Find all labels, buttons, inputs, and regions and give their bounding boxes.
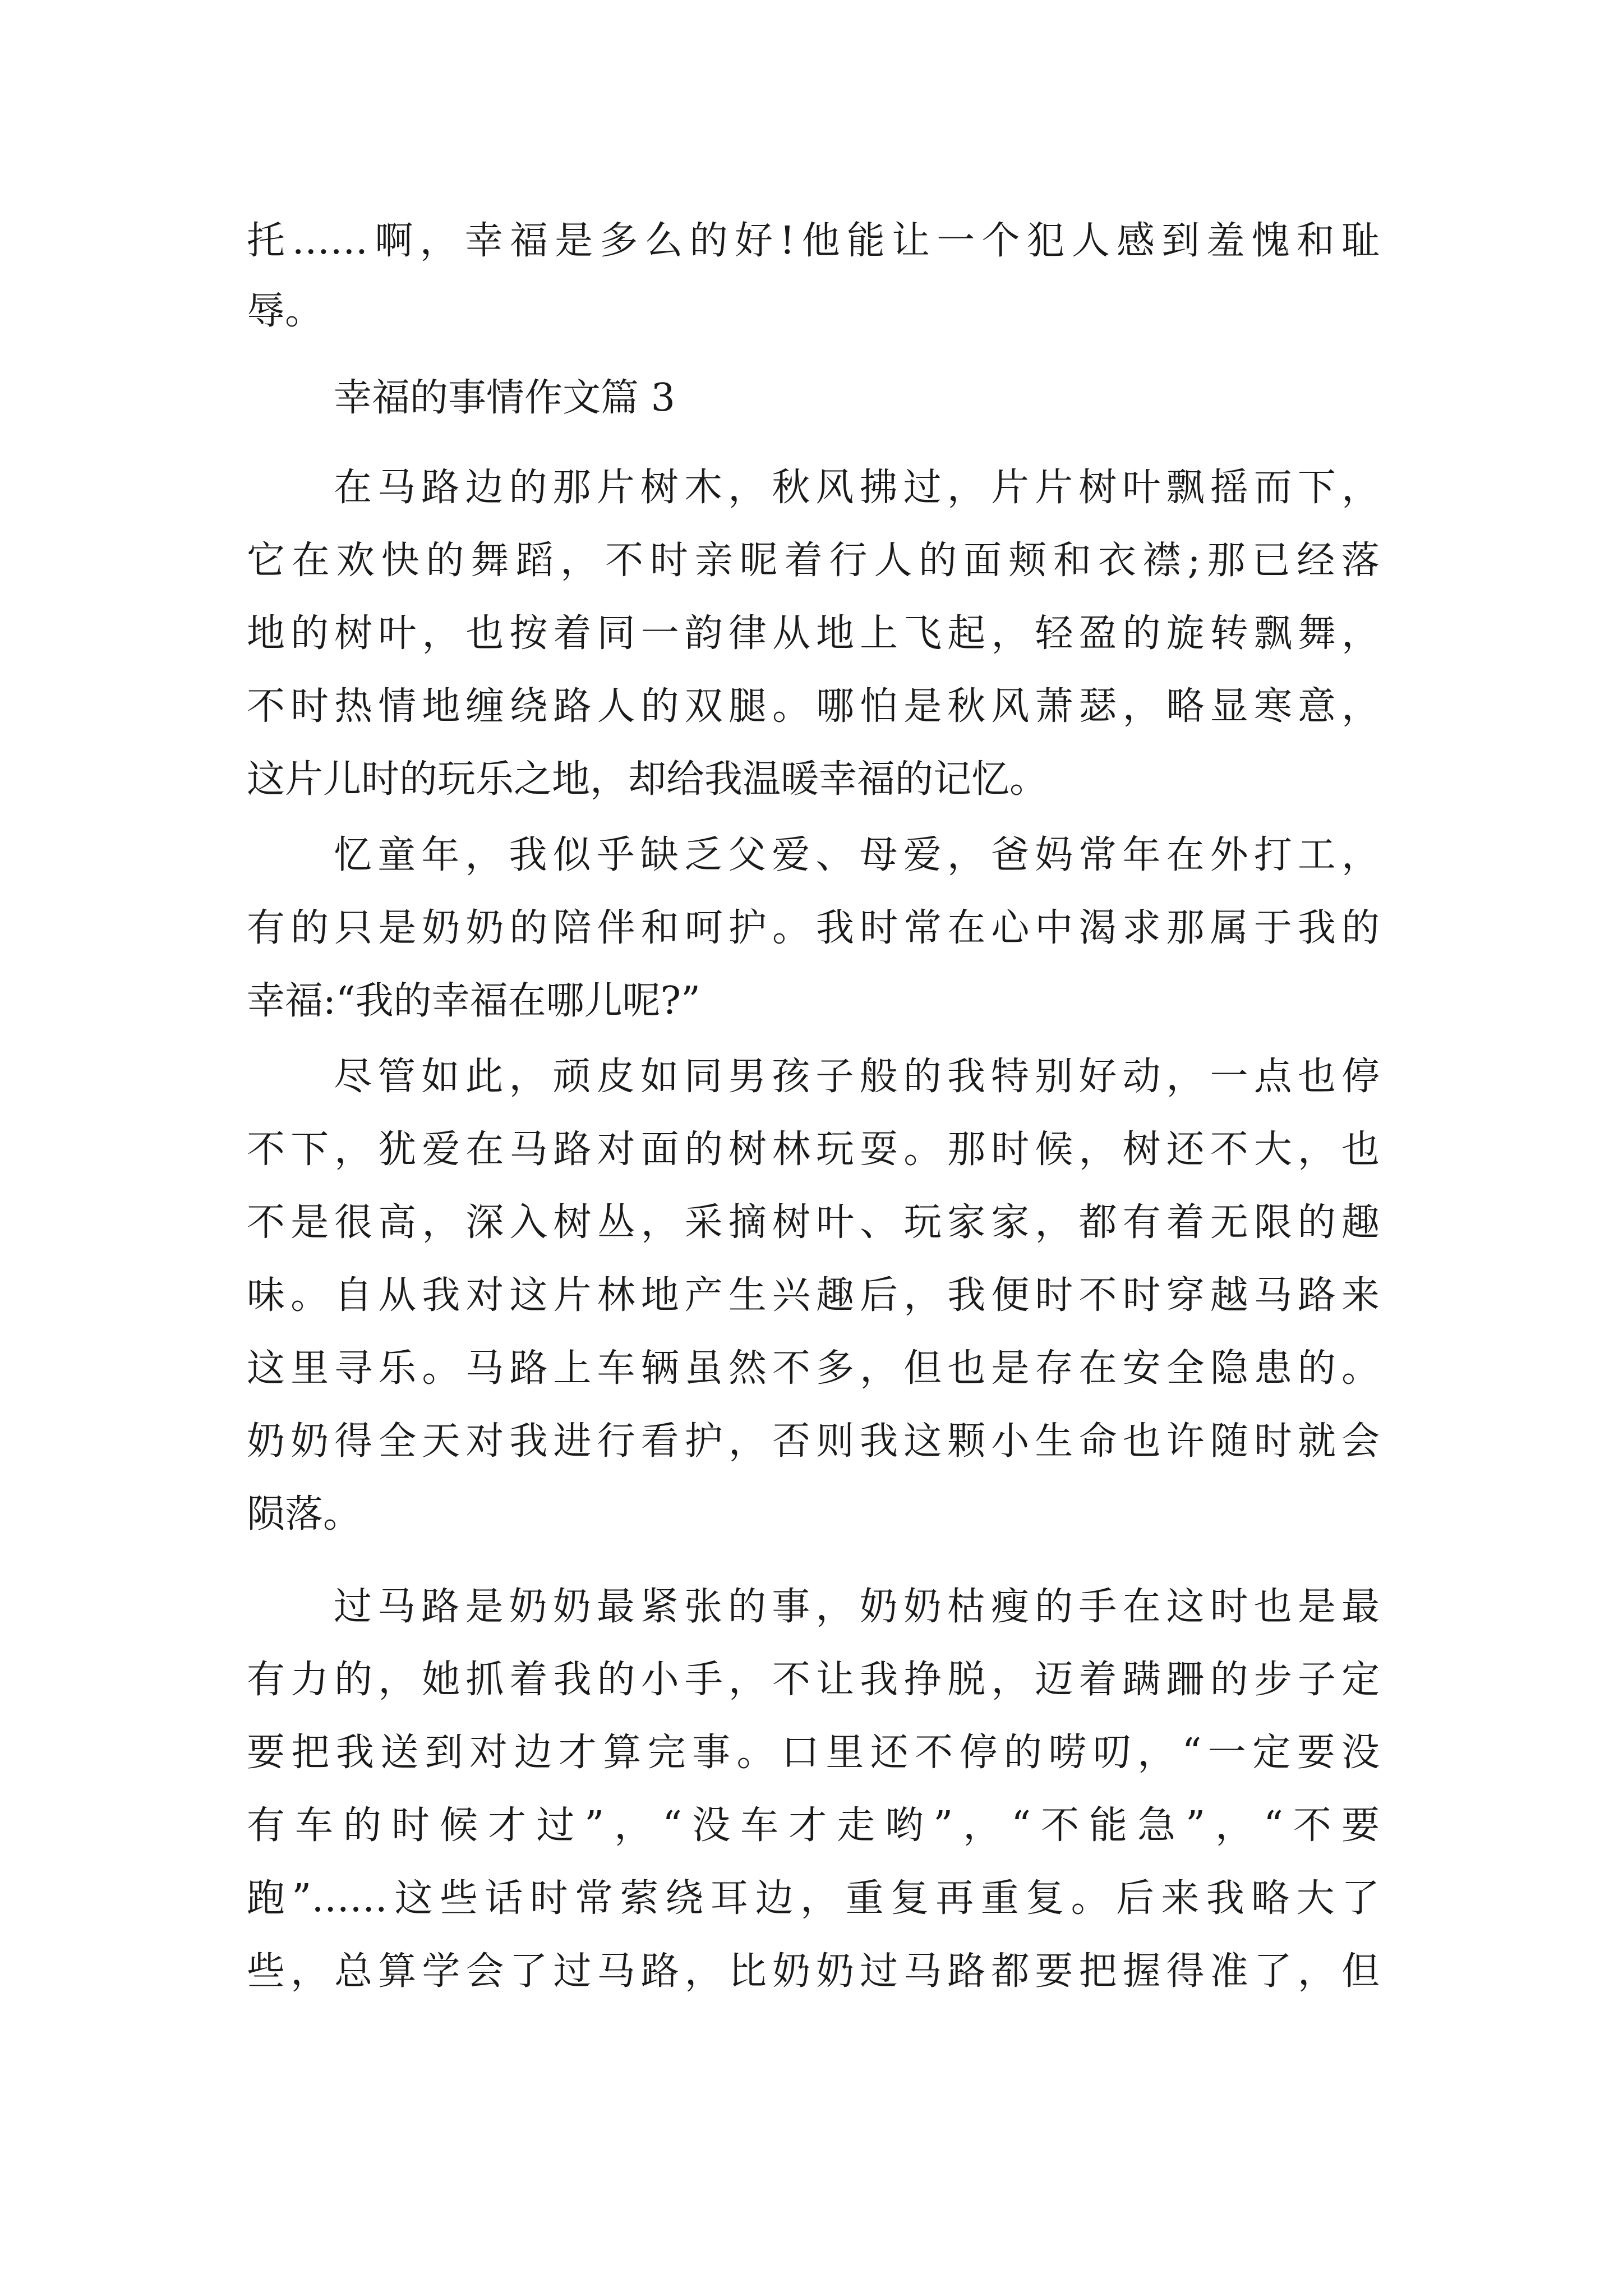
text-line: 不时热情地缠绕路人的双腿。哪怕是秋风萧瑟，略显寒意，: [247, 684, 1380, 729]
text-line: 它在欢快的舞蹈，不时亲昵着行人的面颊和衣襟;那已经落: [247, 539, 1380, 583]
text-line: 这里寻乐。马路上车辆虽然不多，但也是存在安全隐患的。: [247, 1346, 1380, 1391]
text-line: 要把我送到对边才算完事。口里还不停的唠叨，“一定要没: [247, 1731, 1380, 1775]
text-line: 幸福:“我的幸福在哪儿呢?”: [247, 979, 700, 1023]
text-line: 过马路是奶奶最紧张的事，奶奶枯瘦的手在这时也是最: [334, 1585, 1380, 1629]
text-line: 辱。: [247, 289, 324, 333]
text-line: 托……啊，幸福是多么的好!他能让一个犯人感到羞愧和耻: [247, 219, 1380, 263]
text-line: 这片儿时的玩乐之地，却给我温暖幸福的记忆。: [247, 757, 1048, 802]
text-line: 忆童年，我似乎缺乏父爱、母爱，爸妈常年在外打工，: [334, 833, 1380, 877]
text-line: 有车的时候才过”，“没车才走哟”，“不能急”，“不要: [247, 1803, 1380, 1848]
text-line: 在马路边的那片树木，秋风拂过，片片树叶飘摇而下，: [334, 466, 1380, 510]
text-line: 些，总算学会了过马路，比奶奶过马路都要把握得准了，但: [247, 1949, 1380, 1994]
text-line: 有力的，她抓着我的小手，不让我挣脱，迈着蹒跚的步子定: [247, 1658, 1380, 1702]
text-line: 不是很高，深入树丛，采摘树叶、玩家家，都有着无限的趣: [247, 1200, 1380, 1245]
text-line: 味。自从我对这片林地产生兴趣后，我便时不时穿越马路来: [247, 1273, 1380, 1318]
text-line: 陨落。: [247, 1492, 362, 1536]
text-line: 不下，犹爱在马路对面的树林玩耍。那时候，树还不大，也: [247, 1128, 1380, 1172]
text-line: 奶奶得全天对我进行看护，否则我这颗小生命也许随时就会: [247, 1419, 1380, 1464]
text-line: 有的只是奶奶的陪伴和呵护。我时常在心中渴求那属于我的: [247, 906, 1380, 950]
text-line: 尽管如此，顽皮如同男孩子般的我特别好动，一点也停: [334, 1055, 1380, 1099]
text-line: 地的树叶，也按着同一韵律从地上飞起，轻盈的旋转飘舞，: [247, 611, 1380, 656]
section-heading: 幸福的事情作文篇 3: [334, 376, 675, 420]
text-line: 跑”……这些话时常萦绕耳边，重复再重复。后来我略大了: [247, 1876, 1380, 1921]
